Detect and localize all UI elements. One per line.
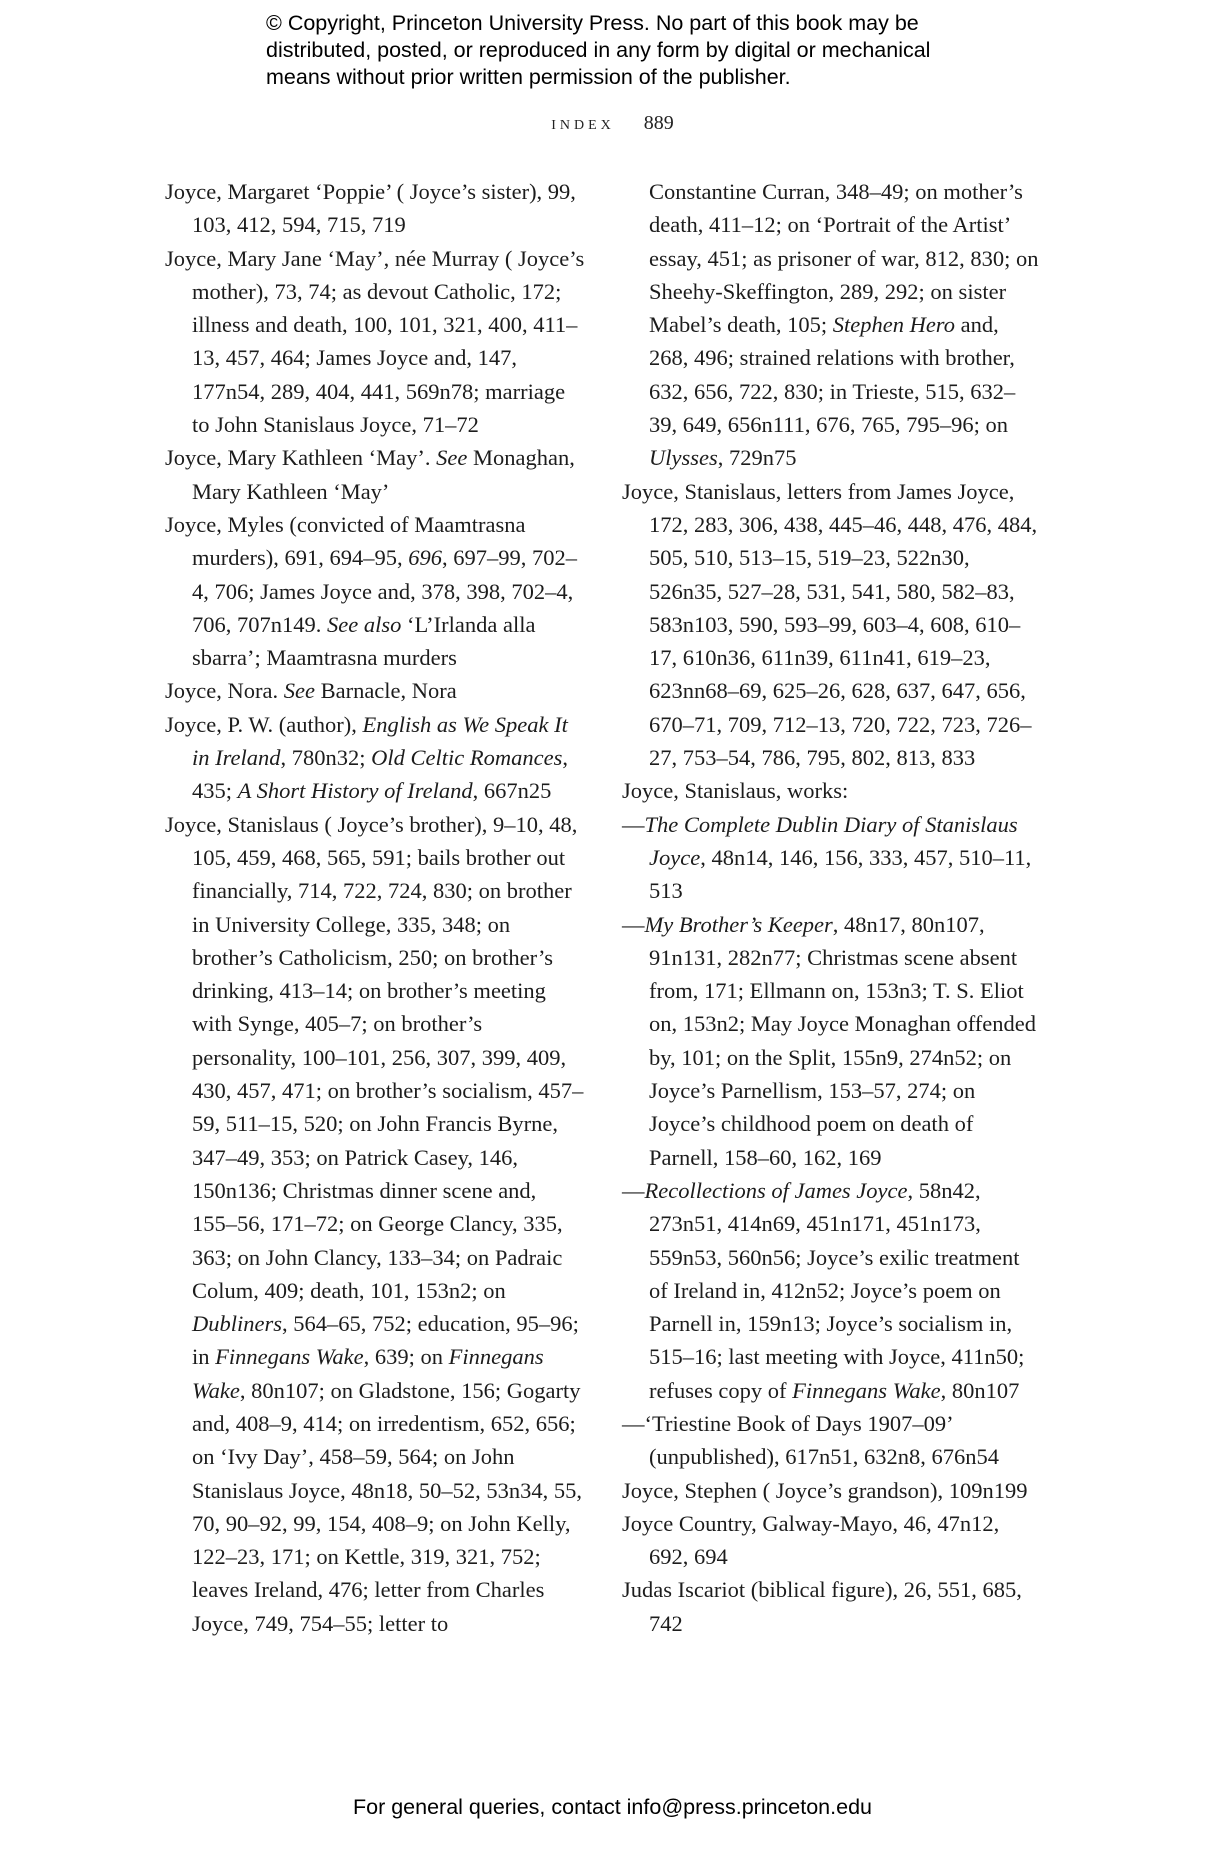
index-entry: Joyce, Stanislaus, works: xyxy=(622,778,849,804)
index-subentry: —The Complete Dublin Diary of Stanislaus Joyce, 48n14, 146, 156, 333, 457, 510–11, 513 xyxy=(622,811,1032,904)
index-subentry: —Recollections of James Joyce, 58n42, 273n51, 414n69, 451n171, 451n173, 559n53, 560n56; Joyce’s exilic treatment of Ireland in, 412n52; Joyce’s poem on Parnell in, 159n13; Joyce’s socialism in, 515–16; last meeting with Joyce, 411n50; refuses copy of Finnegans Wake, 80n107 xyxy=(622,1177,1025,1403)
index-entry: Joyce, Margaret ‘Poppie’ ( Joyce’s sister), 99, 103, 412, 594, 715, 719 xyxy=(165,179,576,238)
copyright-notice xyxy=(266,10,1026,91)
index-entry: Joyce, Stephen ( Joyce’s grandson), 109n199 xyxy=(622,1477,1028,1503)
index-entry: Joyce, P. W. (author), English as We Speak It in Ireland, 780n32; Old Celtic Romances, 435; A Short History of Ireland, 667n25 xyxy=(165,711,569,804)
copyright-line: distributed, posted, or reproduced in any form by digital or mechanical xyxy=(266,38,931,62)
index-entry: Judas Iscariot (biblical figure), 26, 551, 685, 742 xyxy=(622,1577,1022,1636)
index-entry: Joyce, Mary Kathleen ‘May’. See Monaghan, Mary Kathleen ‘May’ xyxy=(165,445,575,504)
section-label: index xyxy=(551,112,615,134)
running-head xyxy=(0,112,1225,135)
index-entry: Joyce, Stanislaus, letters from James Joyce, 172, 283, 306, 438, 445–46, 448, 476, 484, 505, 510, 513–15, 519–23, 522n30, 526n35, 527–28, 531, 541, 580, 582–83, 583n103, 590, 593–99, 603–4, 608, 610–17, 610n36, 611n39, 611n41, 619–23, 623nn68–69, 625–26, 628, 637, 647, 656, 670–71, 709, 712–13, 720, 722, 723, 726–27, 753–54, 786, 795, 802, 813, 833 xyxy=(622,478,1038,771)
copyright-line: © Copyright, Princeton University Press. No part of this book may be xyxy=(266,11,919,35)
index-entry: Joyce, Nora. See Barnacle, Nora xyxy=(165,678,457,704)
index-entry-continuation: Constantine Curran, 348–49; on mother’s death, 411–12; on ‘Portrait of the Artist’ essay, 451; as prisoner of war, 812, 830; on Sheehy-Skeffington, 289, 292; on sister Mabel’s death, 105; Stephen Hero and, 268, 496; strained relations with brother, 632, 656, 722, 830; in Trieste, 515, 632–39, 649, 656n111, 676, 765, 795–96; on Ulysses, 729n75 xyxy=(649,179,1039,471)
index-column-left xyxy=(165,175,585,1640)
index-subentry: —My Brother’s Keeper, 48n17, 80n107, 91n131, 282n77; Christmas scene absent from, 171; Ellmann on, 153n3; T. S. Eliot on, 153n2; May Joyce Monaghan offended by, 101; on the Split, 155n9, 274n52; on Joyce’s Parnellism, 153–57, 274; on Joyce’s childhood poem on death of Parnell, 158–60, 162, 169 xyxy=(622,911,1037,1170)
index-entry: Joyce, Myles (convicted of Maamtrasna murders), 691, 694–95, 696, 697–99, 702–4, 706; James Joyce and, 378, 398, 702–4, 706, 707n149. See also ‘L’Irlanda alla sbarra’; Maamtrasna murders xyxy=(165,511,577,671)
index-subentry: —‘Triestine Book of Days 1907–09’ (unpublished), 617n51, 632n8, 676n54 xyxy=(622,1410,999,1470)
page-number: 889 xyxy=(643,112,674,134)
index-entry: Joyce, Stanislaus ( Joyce’s brother), 9–10, 48, 105, 459, 468, 565, 591; bails brother out financially, 714, 722, 724, 830; on brother in University College, 335, 348; on brother’s Catholicism, 250; on brother’s drinking, 413–14; on brother’s meeting with Synge, 405–7; on brother’s personality, 100–101, 256, 307, 399, 409, 430, 457, 471; on brother’s socialism, 457–59, 511–15, 520; on John Francis Byrne, 347–49, 353; on Patrick Casey, 146, 150n136; Christmas dinner scene and, 155–56, 171–72; on George Clancy, 335, 363; on John Clancy, 133–34; on Padraic Colum, 409; death, 101, 153n2; on Dubliners, 564–65, 752; education, 95–96; in Finnegans Wake, 639; on Finnegans Wake, 80n107; on Gladstone, 156; Gogarty and, 408–9, 414; on irredentism, 652, 656; on ‘Ivy Day’, 458–59, 564; on John Stanislaus Joyce, 48n18, 50–52, 53n34, 55, 70, 90–92, 99, 154, 408–9; on John Kelly, 122–23, 171; on Kettle, 319, 321, 752; leaves Ireland, 476; letter from Charles Joyce, 749, 754–55; letter to xyxy=(165,811,584,1636)
index-entry: Joyce Country, Galway-Mayo, 46, 47n12, 692, 694 xyxy=(622,1510,1000,1570)
index-entry: Joyce, Mary Jane ‘May’, née Murray ( Joyce’s mother), 73, 74; as devout Catholic, 172; illness and death, 100, 101, 321, 400, 411–13, 457, 464; James Joyce and, 147, 177n54, 289, 404, 441, 569n78; marriage to John Stanislaus Joyce, 71–72 xyxy=(165,245,585,438)
copyright-line: means without prior written permission of the publisher. xyxy=(266,65,791,89)
footer-contact: For general queries, contact info@press.princeton.edu xyxy=(352,1795,872,1819)
index-column-right xyxy=(622,175,1042,1640)
